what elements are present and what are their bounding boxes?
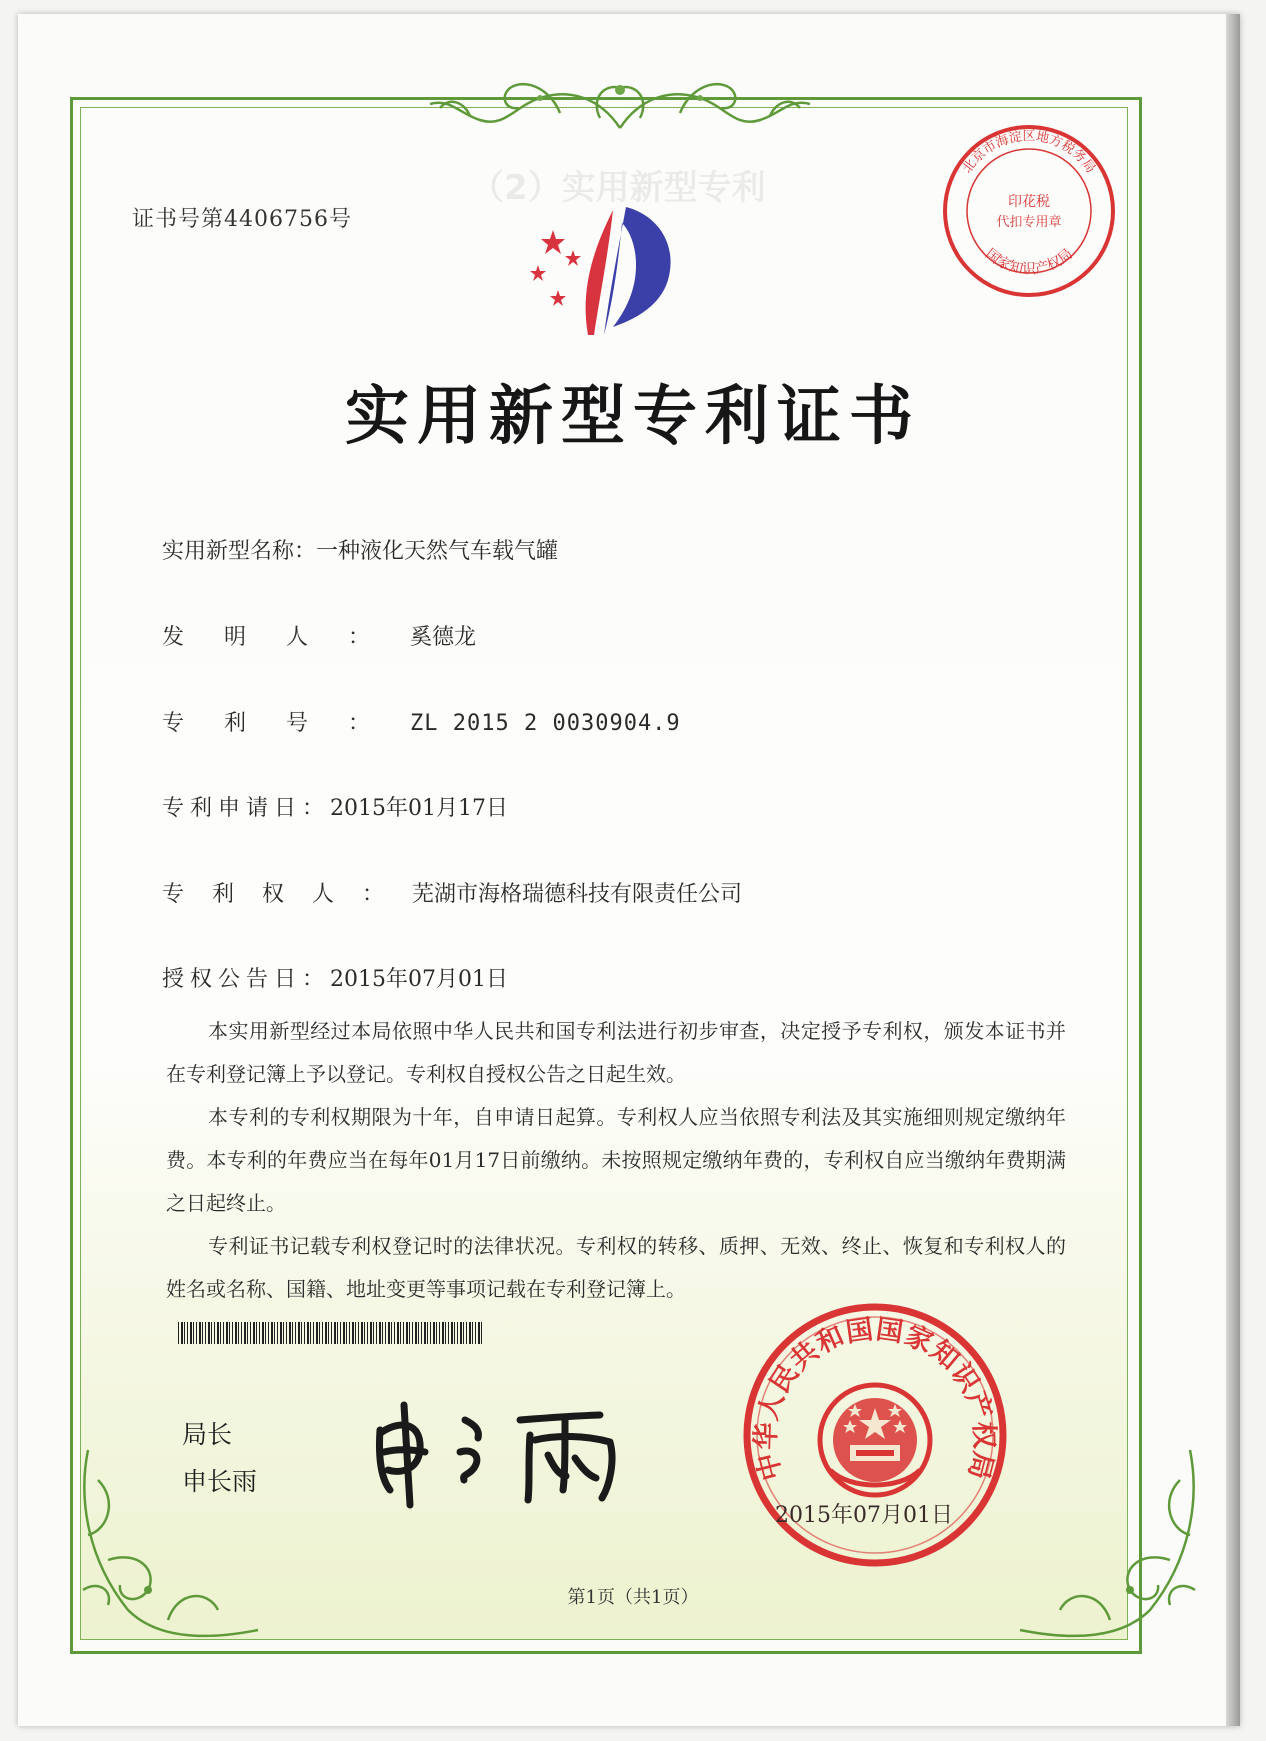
tax-stamp-seal-icon [940,122,1118,300]
stamp-seal-text: 北京市海淀区地方税务局 [960,129,1098,177]
main-seal-date: 2015年07月01日 [775,1503,953,1528]
sheet-edge-shadow [1226,14,1240,1726]
field-model-name-value: 一种液化天然气车载气罐 [316,539,559,564]
top-ornament-icon [410,58,830,148]
stamp-seal-inner-line2: 代扣专用章 [996,215,1062,230]
page-title: 实用新型专利证书 [345,380,921,454]
field-grant-date-label: 授权公告日： [162,967,331,992]
field-apply-date-value: 2015年01月17日 [330,796,508,821]
patent-office-logo-icon [518,195,708,340]
field-holder-value: 芜湖市海格瑞德科技有限责任公司 [412,882,743,907]
field-inventor [162,620,476,651]
field-grant-date-value: 2015年07月01日 [330,967,508,992]
handwritten-signature-icon [370,1390,640,1510]
certificate-number: 证书号第4406756号 [132,207,352,232]
director-title: 局长 [182,1420,233,1449]
national-ip-office-seal-icon [740,1300,1010,1570]
corner-ornament-right-icon [1000,1440,1210,1650]
field-grant-date [162,962,508,993]
page-number: 第1页（共1页） [567,1587,699,1608]
field-apply-date-label: 专利申请日： [162,796,331,821]
field-inventor-label: 发明人： [162,625,411,650]
field-model-name-label: 实用新型名称： [162,539,317,564]
svg-text:北京市海淀区地方税务局 [960,128,1098,176]
body-paragraph-2: 本专利的专利权期限为十年，自申请日起算。专利权人应当依照专利法及其实施细则规定缴纳年费。本专利的年费应当在每年01月17日前缴纳。未按照规定缴纳年费的，专利权自应当缴纳年费期满之日起终止。 [166,1105,1066,1215]
director-name: 申长雨 [182,1467,258,1496]
field-inventor-value: 奚德龙 [410,625,477,650]
svg-text:国家知识产权局 [982,246,1076,277]
stamp-seal-bottom: 国家知识产权局 [982,246,1076,278]
field-patent-no-value: ZL 2015 2 0030904.9 [410,711,681,736]
stamp-seal-inner-line1: 印花税 [1008,194,1050,210]
bleed-through-text: （2）实用新型专利 [470,168,766,208]
field-patent-no-label: 专利号： [162,711,411,736]
body-paragraph-1: 本实用新型经过本局依照中华人民共和国专利法进行初步审查，决定授予专利权，颁发本证书并在专利登记簿上予以登记。专利权自授权公告之日起生效。 [166,1019,1066,1086]
certificate-body [166,1010,1066,1311]
barcode [178,1322,483,1344]
field-patent-no [162,706,681,737]
field-apply-date [162,791,508,822]
field-holder [162,877,742,908]
field-model-name [162,534,558,565]
field-holder-label: 专利权人： [162,882,413,907]
body-paragraph-3: 专利证书记载专利权登记时的法律状况。专利权的转移、质押、无效、终止、恢复和专利权人的姓名或名称、国籍、地址变更等事项记载在专利登记簿上。 [166,1234,1066,1301]
main-seal-text: 中华人民共和国国家知识产权局 [750,1314,1000,1484]
